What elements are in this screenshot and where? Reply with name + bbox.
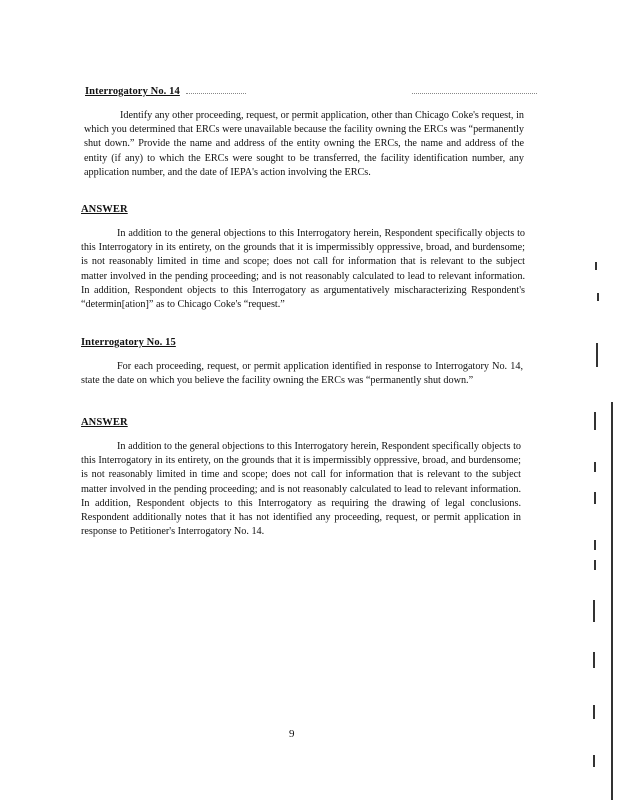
scan-margin-mark [595, 262, 597, 270]
scan-dotted-line [186, 93, 246, 94]
scan-margin-mark [611, 402, 613, 800]
scan-margin-mark [593, 755, 595, 767]
scan-margin-mark [596, 343, 598, 367]
answer-15-body: In addition to the general objections to this Interrogatory herein, Respondent specifically objects to this Interrogatory in its entirety, on the grounds that it is impermissibly oppressive, broad, and burdensome; is not reasonably limited in time and scope; does not call for information that is relevant to the subject matter involved in the pending proceeding; and is not reasonably calculated to lead to relevant information. In addition, Respondent objects to this Interrogatory as requiring the drawing of legal conclusions. Respondent additionally notes that it has not identified any proceeding, request, or permit application in response to Petitioner's Interrogatory No. 14. [81, 441, 521, 538]
scan-margin-mark [593, 652, 595, 668]
scan-margin-mark [594, 462, 596, 472]
scan-dotted-line [412, 93, 537, 94]
scan-margin-mark [594, 492, 596, 504]
interrogatory-15-body: For each proceeding, request, or permit application identified in response to Interrogatory No. 14, state the date on which you believe the facility owning the ERCs was “permanently shut down.” [81, 361, 523, 387]
scan-margin-mark [597, 293, 599, 301]
scan-margin-mark [593, 600, 595, 622]
answer-14-heading: ANSWER [81, 204, 128, 215]
answer-14-body: In addition to the general objections to this Interrogatory herein, Respondent specifically objects to this Interrogatory in its entirety, on the grounds that it is impermissibly oppressive, broad, and burdensome; is not reasonably limited in time and scope; does not call for information that is relevant to the subject matter involved in the pending proceeding; and is not reasonably calculated to lead to relevant information. In addition, Respondent objects to this Interrogatory as argumentatively mischaracterizing Respondent's “determin[ation]” as to Chicago Coke's “request.” [81, 228, 525, 311]
interrogatory-14-body: Identify any other proceeding, request, or permit application, other than Chicago Coke's request, in which you determined that ERCs were unavailable because the facility owning the ERCs was “permanently shut down.” Provide the name and address of the entity owning the ERCs, the name and address of the entity (if any) to which the ERCs were sought to be transferred, the facility identification number, any application number, and the date of IEPA's action involving the ERCs. [84, 110, 524, 178]
scan-margin-mark [593, 705, 595, 719]
scan-margin-mark [594, 412, 596, 430]
scan-margin-mark [594, 560, 596, 570]
scan-margin-mark [594, 540, 596, 550]
page-number: 9 [289, 728, 295, 740]
interrogatory-15-heading: Interrogatory No. 15 [81, 337, 176, 348]
answer-15-heading: ANSWER [81, 417, 128, 428]
interrogatory-14-heading: Interrogatory No. 14 [85, 86, 180, 97]
